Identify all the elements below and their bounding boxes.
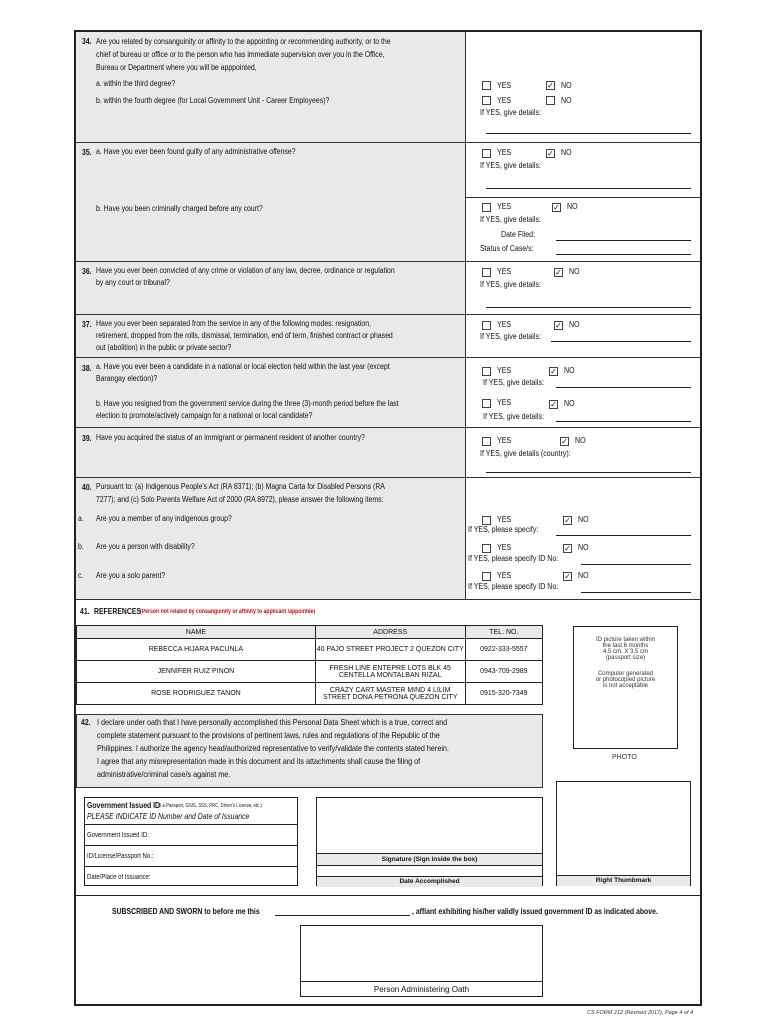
q36-no-checkbox[interactable]: ✓ <box>555 268 562 277</box>
q40-answer-cell <box>465 478 700 600</box>
q34-answer-cell <box>465 32 700 143</box>
photo-box[interactable] <box>573 626 678 749</box>
q34b-yes-checkbox[interactable] <box>482 96 491 105</box>
q36-number: 36. <box>82 267 92 276</box>
q35b-answer-cell <box>465 198 700 262</box>
q40-text: 7277); and (c) Solo Parents Welfare Act of 2000 (RA 8972), please answer the following items: <box>96 495 384 504</box>
declaration-text: complete statement pursuant to the provisions of pertinent laws, rules and regulations of the Republic of the <box>97 730 440 740</box>
q38a-text: Barangay election)? <box>96 374 158 383</box>
no-label: NO <box>567 202 578 211</box>
reference-tel[interactable]: 0943-709-2989 <box>465 661 542 683</box>
q35a-no-checkbox[interactable]: ✓ <box>547 149 554 158</box>
q35b-yes-checkbox[interactable] <box>482 203 491 212</box>
q40b-yes-checkbox[interactable] <box>482 544 491 553</box>
q34b-no-checkbox[interactable] <box>546 96 555 105</box>
photo-instruction: 4.5 cm. X 3.5 cm <box>602 649 648 655</box>
q37-no-checkbox[interactable]: ✓ <box>555 321 562 330</box>
table-row <box>77 683 543 705</box>
oath-date-line[interactable] <box>275 915 410 916</box>
q38a-text: a. Have you ever been a candidate in a national or local election held within the last year (except <box>96 362 390 371</box>
q35a-details-line[interactable] <box>486 188 691 189</box>
yes-label: YES <box>497 571 512 580</box>
q34-number: 34. <box>82 37 92 46</box>
q35b-no-checkbox[interactable]: ✓ <box>553 203 560 212</box>
reference-tel[interactable]: 0915-320-7349 <box>465 683 542 705</box>
q38a-yes-checkbox[interactable] <box>482 367 491 376</box>
name-column-header: NAME <box>77 626 316 639</box>
case-status-label: Status of Case/s: <box>480 244 534 253</box>
q36-yes-checkbox[interactable] <box>482 268 491 277</box>
q40a-yes-checkbox[interactable] <box>482 516 491 525</box>
q35b-text: b. Have you been criminally charged before any court? <box>96 204 263 213</box>
reference-address[interactable]: 40 PAJO STREET PROJECT 2 QUEZON CITY <box>315 639 465 661</box>
photo-instruction: Computer generated <box>597 671 654 677</box>
table-row <box>77 661 543 683</box>
references-title: REFERENCES <box>94 607 142 616</box>
q37-details-line[interactable] <box>551 341 691 342</box>
government-id-box <box>84 797 298 886</box>
id-number-field[interactable] <box>85 846 297 867</box>
case-status-line[interactable] <box>556 254 691 255</box>
oath-person-label: Person Administering Oath <box>301 981 542 997</box>
photo-label: PHOTO <box>612 754 637 761</box>
q38b-no-checkbox[interactable]: ✓ <box>550 400 557 409</box>
q40c-yes-checkbox[interactable] <box>482 572 491 581</box>
oath-signature-area[interactable] <box>301 926 542 981</box>
references-table <box>76 625 543 705</box>
declaration-box <box>76 714 543 788</box>
id-number-label: ID/License/Passport No.: <box>87 853 154 860</box>
reference-name[interactable]: ROSE RODRIGUEZ TANON <box>77 683 316 705</box>
govid-title: Government Issued ID <box>87 801 161 810</box>
yes-label: YES <box>497 202 512 211</box>
reference-name[interactable]: JENNIFER RUIZ PINON <box>77 661 316 683</box>
q35a-text: a. Have you ever been found guilty of any administrative offense? <box>96 147 296 156</box>
issuance-label: Date/Place of Issuance: <box>87 874 151 881</box>
q35a-details-label: If YES, give details: <box>480 161 541 170</box>
reference-name[interactable]: REBECCA HIJARA PACUNLA <box>77 639 316 661</box>
q36-question-cell <box>76 262 465 315</box>
no-label: NO <box>578 543 589 552</box>
oath-text: , affiant exhibiting his/her validly issued government ID as indicated above. <box>412 907 658 916</box>
date-accomplished-field[interactable] <box>317 865 542 876</box>
q40a-details-line[interactable] <box>556 535 691 536</box>
q40b-no-checkbox[interactable]: ✓ <box>564 544 571 553</box>
q38b-details-line[interactable] <box>556 421 691 422</box>
references-note: (Person not related by consanguinity or affinity to applicant /appointee) <box>140 609 316 615</box>
q38b-yes-checkbox[interactable] <box>482 399 491 408</box>
section-divider <box>76 895 700 896</box>
date-filed-label: Date Filed: <box>501 230 536 239</box>
q35b-details-label: If YES, give details: <box>480 215 541 224</box>
thumbmark-area[interactable] <box>557 782 690 875</box>
q38-question-cell <box>76 358 465 428</box>
q36-details-label: If YES, give details: <box>480 280 541 289</box>
q41-number: 41. <box>80 607 90 616</box>
no-label: NO <box>561 81 572 90</box>
q38b-text: b. Have you resigned from the government service during the three (3)-month period before the last <box>96 399 399 408</box>
no-label: NO <box>578 515 589 524</box>
q36-details-line[interactable] <box>486 307 691 308</box>
q40b-details-line[interactable] <box>581 564 691 565</box>
q40-number: 40. <box>82 483 92 492</box>
q37-text: Have you ever been separated from the service in any of the following modes: resignation, <box>96 319 371 328</box>
q37-details-label: If YES, give details: <box>480 332 541 341</box>
q38a-details-line[interactable] <box>556 387 691 388</box>
reference-address[interactable]: CRAZY CART MASTER MIND 4 LILIM STREET DONA PETRONA QUEZON CITY <box>315 683 465 705</box>
thumbmark-label: Right Thumbmark <box>557 875 690 886</box>
q40a-no-checkbox[interactable]: ✓ <box>564 516 571 525</box>
signature-box <box>316 797 543 886</box>
q38-number: 38. <box>82 364 92 373</box>
yes-label: YES <box>497 515 512 524</box>
oath-box <box>300 925 543 997</box>
q39-number: 39. <box>82 434 92 443</box>
q34-text: chief of bureau or office or to the person who has immediate supervision over you in the Office, <box>96 50 385 59</box>
yes-label: YES <box>497 366 512 375</box>
q40c-mark: c. <box>78 571 84 580</box>
photo-instruction: (passport size) <box>605 655 646 661</box>
yes-label: YES <box>497 436 512 445</box>
signature-area[interactable] <box>317 798 542 853</box>
govid-field[interactable] <box>85 825 297 846</box>
signature-label: Signature (Sign inside the box) <box>317 853 542 865</box>
photo-instruction: is not acceptable <box>602 683 649 689</box>
q38-answer-cell <box>465 358 700 428</box>
q35a-answer-cell <box>465 143 700 198</box>
q36-text: Have you ever been convicted of any crime or violation of any law, decree, ordinance or regulation <box>96 266 395 275</box>
q40a-details-label: If YES, please specify: <box>468 525 539 534</box>
no-label: NO <box>561 148 572 157</box>
reference-address[interactable]: FRESH LINE ENTEPRE LOTS BLK 45 CENTELLA MONTALBAN RIZAL <box>315 661 465 683</box>
q37-question-cell <box>76 315 465 358</box>
q40c-details-label: If YES, please specify ID No: <box>468 582 559 591</box>
q39-yes-checkbox[interactable] <box>482 437 491 446</box>
govid-sub: (i.e.Passport, GSIS, SSS, PRC, Driver's License, etc.) <box>159 803 262 809</box>
q34-details-line[interactable] <box>486 133 691 134</box>
yes-label: YES <box>497 398 512 407</box>
q38a-no-checkbox[interactable]: ✓ <box>550 367 557 376</box>
thumbmark-box <box>556 781 691 886</box>
q34a-no-checkbox[interactable]: ✓ <box>547 81 554 90</box>
yes-label: YES <box>497 96 512 105</box>
declaration-text: I declare under oath that I have personally accomplished this Personal Data Sheet which is a true, correct and <box>97 717 448 727</box>
date-accomplished-label: Date Accomplished <box>317 876 542 887</box>
no-label: NO <box>564 366 575 375</box>
table-row <box>77 639 543 661</box>
yes-label: YES <box>497 320 512 329</box>
yes-label: YES <box>497 543 512 552</box>
q40b-text: Are you a person with disability? <box>96 542 195 551</box>
no-label: NO <box>575 436 586 445</box>
q40c-details-line[interactable] <box>581 592 691 593</box>
q40-text: Pursuant to: (a) Indigenous People's Act (RA 8371); (b) Magna Carta for Disabled Persons (RA <box>96 482 385 491</box>
q38b-text: election to promote/actively campaign for a national or local candidate? <box>96 411 313 420</box>
q37-answer-cell <box>465 315 700 358</box>
footer-form-number: CS FORM 212 (Revised 2017), Page 4 of 4 <box>587 1010 694 1016</box>
q40a-text: Are you a member of any indigenous group? <box>96 514 232 523</box>
q40b-mark: b. <box>78 542 84 551</box>
q40c-text: Are you a solo parent? <box>96 571 166 580</box>
declaration-text: administrative/criminal case/s against me. <box>97 769 231 779</box>
q34-text: Bureau or Department where you will be apppointed, <box>96 63 257 72</box>
q37-number: 37. <box>82 320 92 329</box>
q39-details-label: If YES, give details (country): <box>480 449 571 458</box>
yes-label: YES <box>497 267 512 276</box>
oath-text: SUBSCRIBED AND SWORN to before me this <box>112 907 260 916</box>
no-label: NO <box>569 320 580 329</box>
declaration-text: I agree that any misrepresentation made in this document and its attachments shall cause the filing of <box>97 756 421 766</box>
q37-text: retirement, dropped from the rolls, dismissal, termination, end of term, finished contract or phased <box>96 331 393 340</box>
no-label: NO <box>564 399 575 408</box>
q39-question-cell <box>76 428 465 478</box>
q40-question-cell <box>76 478 465 600</box>
q37-yes-checkbox[interactable] <box>482 321 491 330</box>
references-header <box>76 600 700 625</box>
issuance-field[interactable] <box>85 867 297 887</box>
q38b-details-label: If YES, give details: <box>483 412 544 421</box>
q40c-no-checkbox[interactable]: ✓ <box>564 572 571 581</box>
declaration-text: Philippines. I authorize the agency head/authorized representative to verify/validate the contents stated herein. <box>97 743 449 753</box>
govid-please: PLEASE INDICATE ID Number and Date of Issuance <box>87 812 250 821</box>
q34-question-cell <box>76 32 465 143</box>
q39-details-line[interactable] <box>486 472 691 473</box>
q39-text: Have you acquired the status of an immigrant or permanent resident of another country? <box>96 433 365 442</box>
tel-column-header: TEL. NO. <box>465 626 542 639</box>
q35-number: 35. <box>82 148 92 157</box>
yes-label: YES <box>497 148 512 157</box>
q34-text: Are you related by consanguinity or affinity to the appointing or recommending authority, or to the <box>96 37 391 46</box>
q40a-mark: a. <box>78 514 84 523</box>
no-label: NO <box>561 96 572 105</box>
govid-field-label: Government Issued ID: <box>87 832 149 839</box>
q36-text: by any court or tribunal? <box>96 278 170 287</box>
q34a-yes-checkbox[interactable] <box>482 81 491 90</box>
photo-instruction: the last 6 months <box>602 643 649 649</box>
q42-number: 42. <box>81 718 91 727</box>
q34a-text: a. within the third degree? <box>96 79 176 88</box>
reference-tel[interactable]: 0922-333-5557 <box>465 639 542 661</box>
q40b-details-label: If YES, please specify ID No: <box>468 554 559 563</box>
yes-label: YES <box>497 81 512 90</box>
address-column-header: ADDRESS <box>315 626 465 639</box>
no-label: NO <box>578 571 589 580</box>
date-filed-line[interactable] <box>556 240 691 241</box>
q35a-yes-checkbox[interactable] <box>482 149 491 158</box>
q38a-details-label: If YES, give details: <box>483 378 544 387</box>
q39-answer-cell <box>465 428 700 478</box>
photo-instruction: or photocopied picture <box>595 677 656 683</box>
q34-details-label: If YES, give details: <box>480 108 541 117</box>
q37-text: out (abolition) in the public or private sector? <box>96 343 232 352</box>
q35-question-cell <box>76 143 465 262</box>
no-label: NO <box>569 267 580 276</box>
q36-answer-cell <box>465 262 700 315</box>
q34b-text: b. within the fourth degree (for Local Government Unit - Career Employees)? <box>96 96 330 105</box>
q39-no-checkbox[interactable]: ✓ <box>561 437 568 446</box>
photo-instruction: ID picture taken within <box>595 637 656 643</box>
